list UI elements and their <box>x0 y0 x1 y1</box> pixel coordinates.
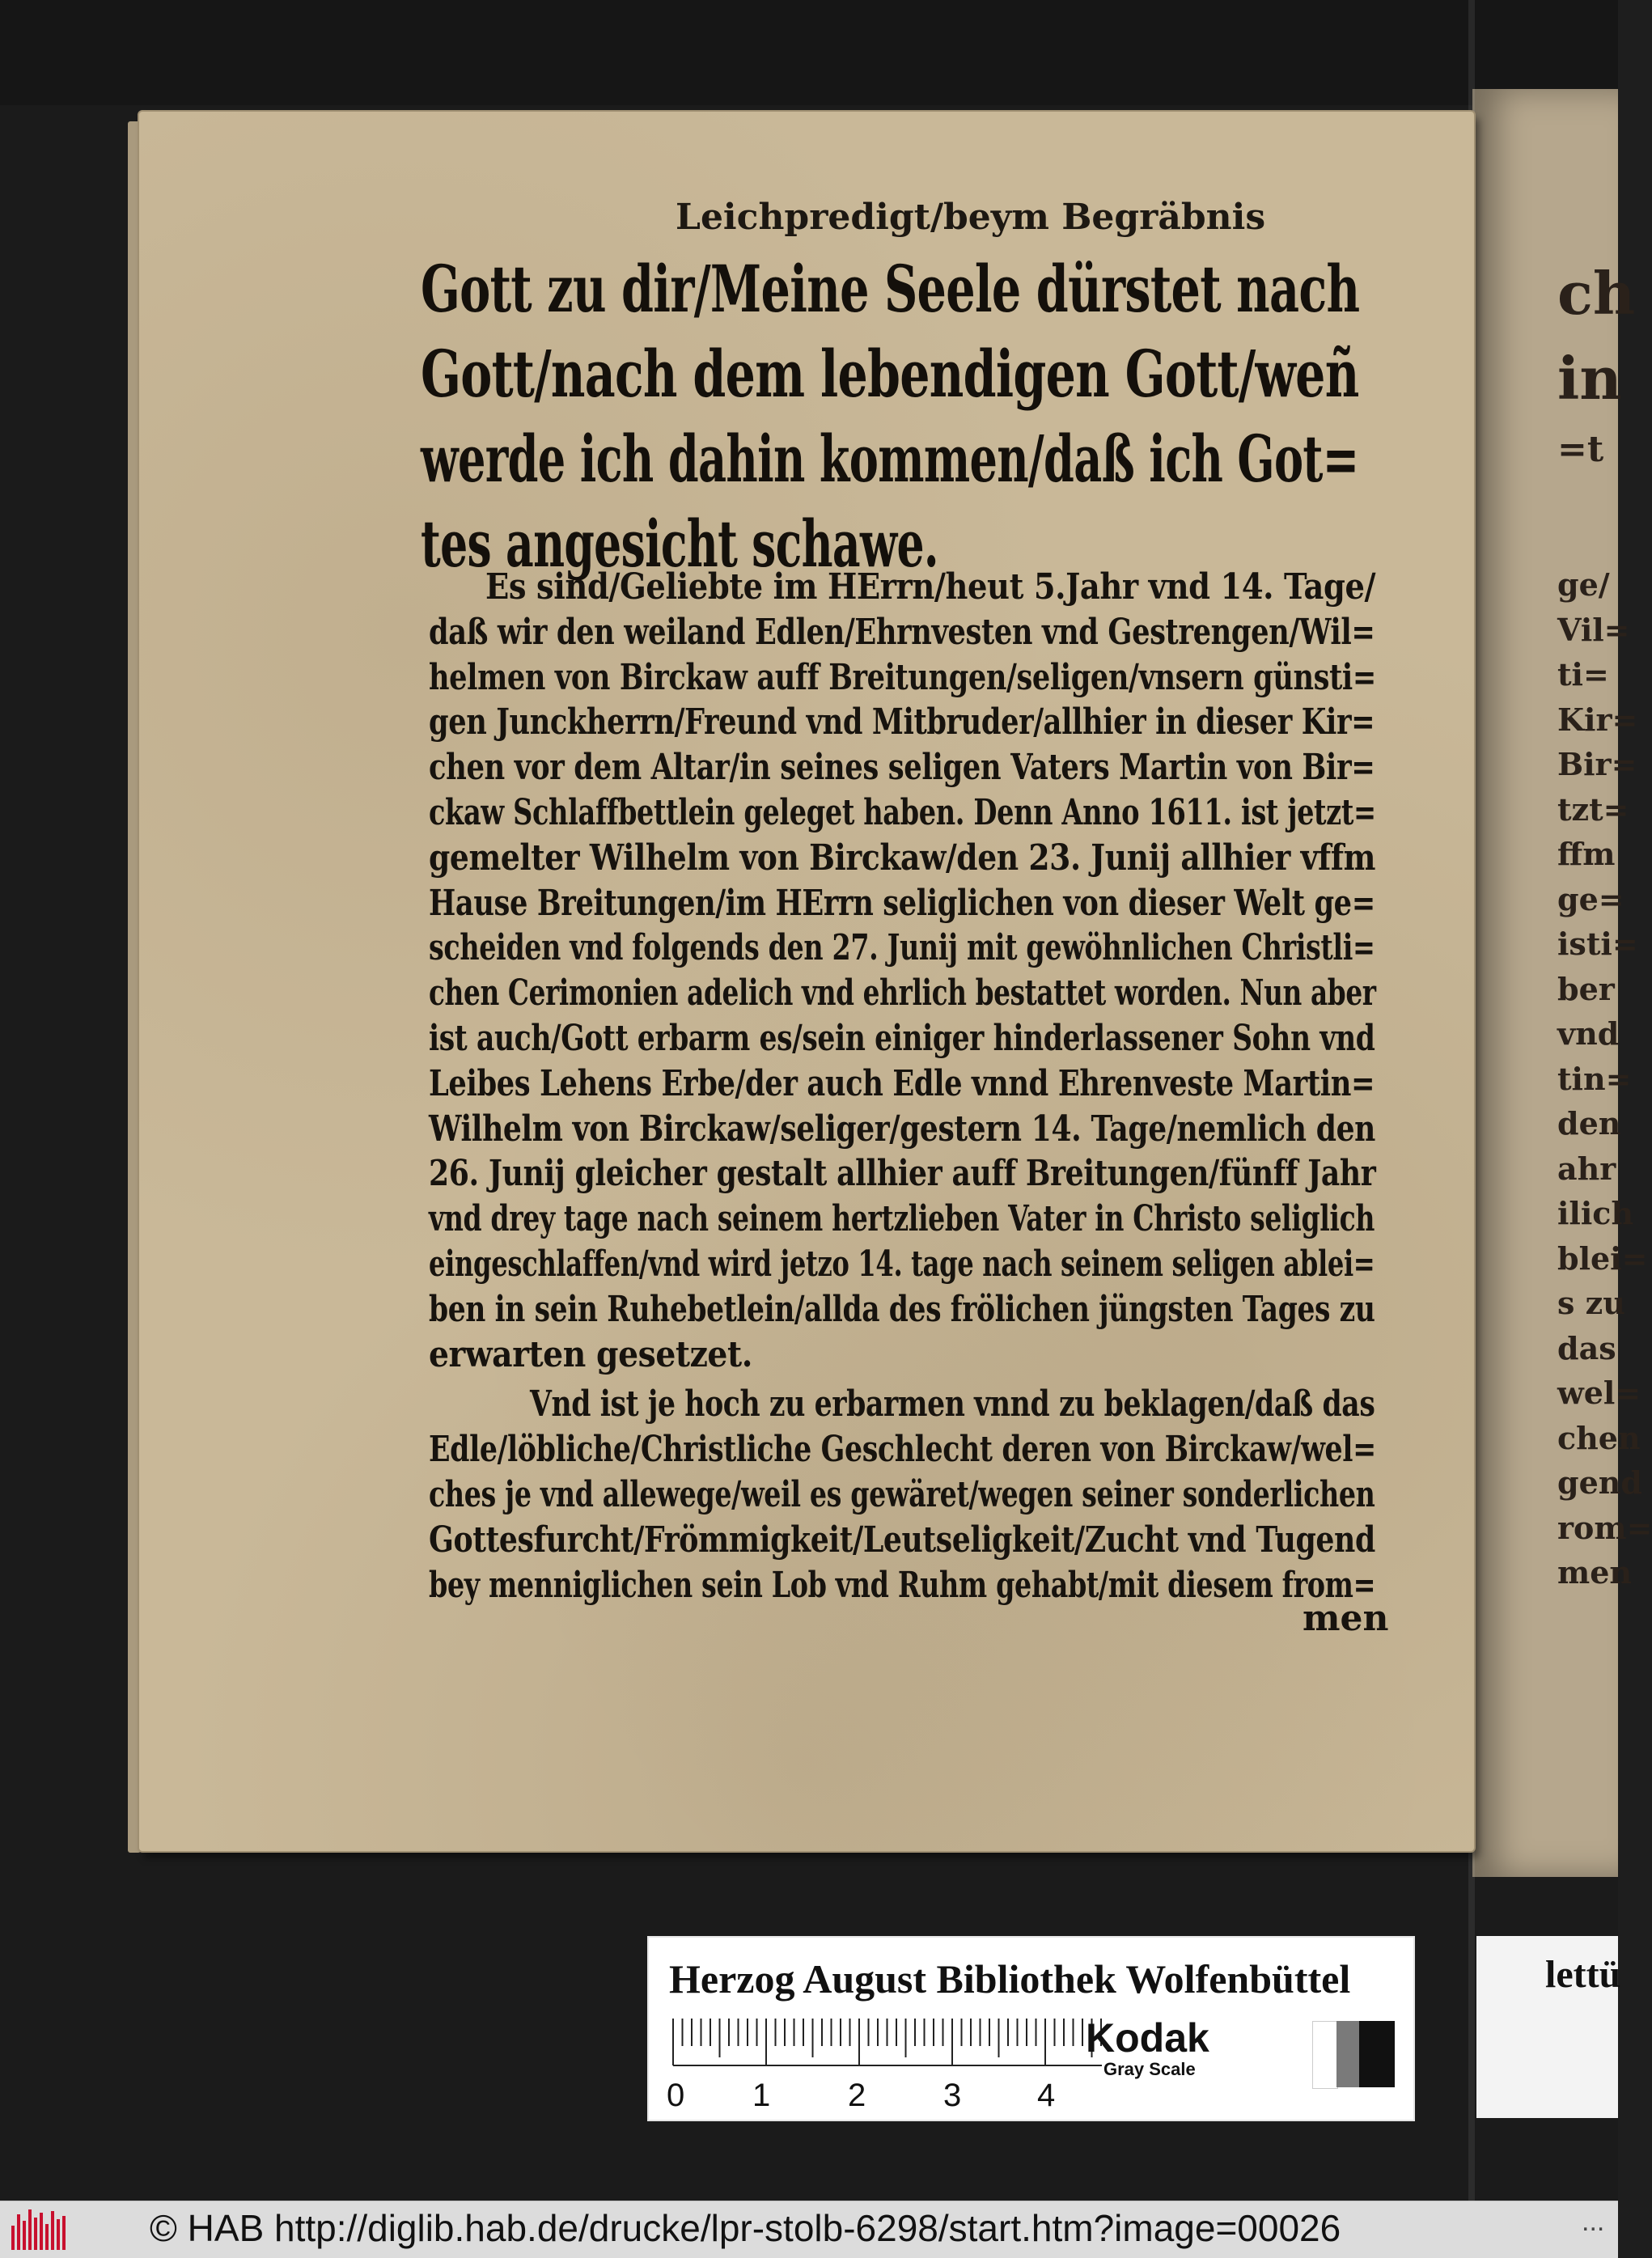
body-line: 26. Junij gleicher gestalt allhier auff Breitungen/fünff Jahr <box>429 1153 1376 1194</box>
library-name: Herzog August Bibliothek Wolfenbüttel <box>669 1956 1351 2002</box>
color-target-card <box>647 1936 1415 2121</box>
logo-bar <box>34 2218 37 2250</box>
next-page-fragment: chen <box>1557 1420 1641 1456</box>
next-page-fragment: ge/ <box>1557 566 1610 603</box>
next-page-fragment: Kir= <box>1557 701 1638 738</box>
logo-bar <box>11 2226 15 2250</box>
body-line: vnd drey tage nach seinem hertzlieben Vater in Christo seliglich <box>429 1198 1375 1239</box>
copyright-url[interactable]: © HAB http://diglib.hab.de/drucke/lpr-stolb-6298/start.htm?image=00026 <box>150 2207 1341 2249</box>
gray-scale-label: Gray Scale <box>1103 2059 1196 2079</box>
next-page-fragment: tin= <box>1557 1061 1632 1097</box>
body-line: ben in sein Ruhebetlein/allda des frölichen jüngsten Tages zu <box>429 1289 1375 1330</box>
verse-line: werde ich dahin kommen/daß ich Got= <box>421 421 1359 497</box>
body-line: Leibes Lehens Erbe/der auch Edle vnnd Ehrenveste Martin= <box>429 1063 1375 1104</box>
next-page-fragment: das <box>1557 1330 1616 1366</box>
ruler <box>665 2019 1086 2112</box>
ruler-number-2: 2 <box>848 2078 866 2113</box>
body-line: daß wir den weiland Edlen/Ehrnvesten vnd Gestrengen/Wil= <box>429 612 1375 653</box>
ruler-number-1: 1 <box>752 2078 771 2113</box>
body-line: Gottesfurcht/Frömmigkeit/Leutseligkeit/Zucht vnd Tugend <box>429 1519 1375 1561</box>
catchword: men <box>1303 1598 1389 1639</box>
next-page-fragment: ahr <box>1557 1150 1616 1187</box>
running-head: Leichpredigt/beym Begräbnis <box>676 197 1266 238</box>
verse-line: Gott zu dir/Meine Seele dürstet nach <box>421 251 1360 327</box>
ruler-number-3: 3 <box>943 2078 962 2113</box>
next-page-fragment: vnd <box>1557 1015 1620 1052</box>
body-line: gemelter Wilhelm von Birckaw/den 23. Junij allhier vffm <box>429 837 1376 879</box>
next-page-fragment: ffm <box>1557 836 1616 872</box>
next-page-fragment: ti= <box>1557 656 1609 693</box>
body-line: ist auch/Gott erbarm es/sein einiger hinderlassener Sohn vnd <box>429 1018 1375 1059</box>
hab-logo-icon <box>10 2208 68 2250</box>
gray-patch-white <box>1312 2021 1338 2089</box>
next-page-fragment: ge= <box>1557 881 1624 917</box>
next-page-fragment: ber <box>1557 971 1615 1007</box>
body-line: Vnd ist je hoch zu erbarmen vnnd zu beklagen/daß das <box>530 1383 1375 1425</box>
next-page-fragment: den <box>1557 1105 1621 1142</box>
logo-bar <box>40 2213 43 2250</box>
next-page-fragment: wel= <box>1557 1375 1641 1411</box>
next-page-fragment: ilich <box>1557 1195 1634 1231</box>
next-page-fragment: Bir= <box>1557 746 1637 782</box>
ruler-number-0: 0 <box>667 2078 685 2113</box>
logo-bar <box>17 2214 20 2250</box>
logo-bar <box>62 2216 66 2250</box>
verse-line: tes angesicht schawe. <box>421 506 938 582</box>
body-line: helmen von Birckaw auff Breitungen/seligen/vnsern günsti= <box>429 657 1376 698</box>
body-line: Hause Breitungen/im HErrn seliglichen von dieser Welt ge= <box>429 883 1375 924</box>
logo-bar <box>45 2224 49 2250</box>
body-line: Es sind/Geliebte im HErrn/heut 5.Jahr vnd 14. Tage/ <box>485 566 1376 608</box>
next-page-fragment: s zu <box>1557 1285 1625 1321</box>
body-line: ches je vnd allewege/weil es gewäret/wegen seiner sonderlichen <box>429 1474 1375 1515</box>
next-page-fragment: blei= <box>1557 1240 1648 1277</box>
next-page-fragment: =t <box>1557 429 1604 470</box>
next-page-fragment: men <box>1557 1554 1633 1591</box>
more-icon[interactable]: ... <box>1582 2206 1605 2237</box>
body-line: ckaw Schlaffbettlein geleget haben. Denn Anno 1611. ist jetzt= <box>429 792 1376 833</box>
ruler-ticks <box>673 2019 1102 2065</box>
next-page-fragment: in <box>1557 344 1622 413</box>
second-target-card <box>1476 1936 1621 2118</box>
body-line: erwarten gesetzet. <box>429 1334 752 1375</box>
kodak-logo: Kodak <box>1086 2015 1209 2061</box>
body-line: eingeschlaffen/vnd wird jetzo 14. tage nach seinem seligen ablei= <box>429 1243 1375 1285</box>
logo-bar <box>51 2211 54 2250</box>
logo-bar <box>23 2221 26 2250</box>
body-line: chen vor dem Altar/in seines seligen Vaters Martin von Bir= <box>429 747 1375 788</box>
ruler-number-4: 4 <box>1037 2078 1056 2113</box>
logo-bar <box>57 2219 60 2250</box>
next-page-fragment: gend <box>1557 1464 1642 1501</box>
gray-patch-mid <box>1336 2021 1359 2087</box>
next-page-fragment: rom= <box>1557 1510 1652 1546</box>
verse-line: Gott/nach dem lebendigen Gott/weñ <box>421 336 1359 412</box>
body-line: chen Cerimonien adelich vnd ehrlich bestattet worden. Nun aber <box>429 972 1376 1014</box>
next-page-fragment: tzt= <box>1557 791 1629 828</box>
body-line: bey menniglichen sein Lob vnd Ruhm gehabt/mit diesem from= <box>429 1565 1376 1606</box>
body-line: scheiden vnd folgends den 27. Junij mit gewöhnlichen Christli= <box>429 927 1375 968</box>
second-card-title-fragment: lettü <box>1545 1953 1621 1996</box>
gray-patch-black <box>1359 2021 1395 2087</box>
next-page-fragment: isti= <box>1557 926 1638 962</box>
footer-bar <box>0 2201 1618 2258</box>
body-line: Wilhelm von Birckaw/seliger/gestern 14. Tage/nemlich den <box>429 1108 1375 1150</box>
body-line: Edle/löbliche/Christliche Geschlecht deren von Birckaw/wel= <box>429 1429 1376 1470</box>
next-page-fragment: ch <box>1557 259 1636 328</box>
body-line: gen Junckherrn/Freund vnd Mitbruder/allhier in dieser Kir= <box>429 701 1375 743</box>
scan-top-strip <box>0 0 1618 105</box>
next-page-fragment: Vil= <box>1557 612 1630 648</box>
logo-bar <box>28 2209 32 2250</box>
